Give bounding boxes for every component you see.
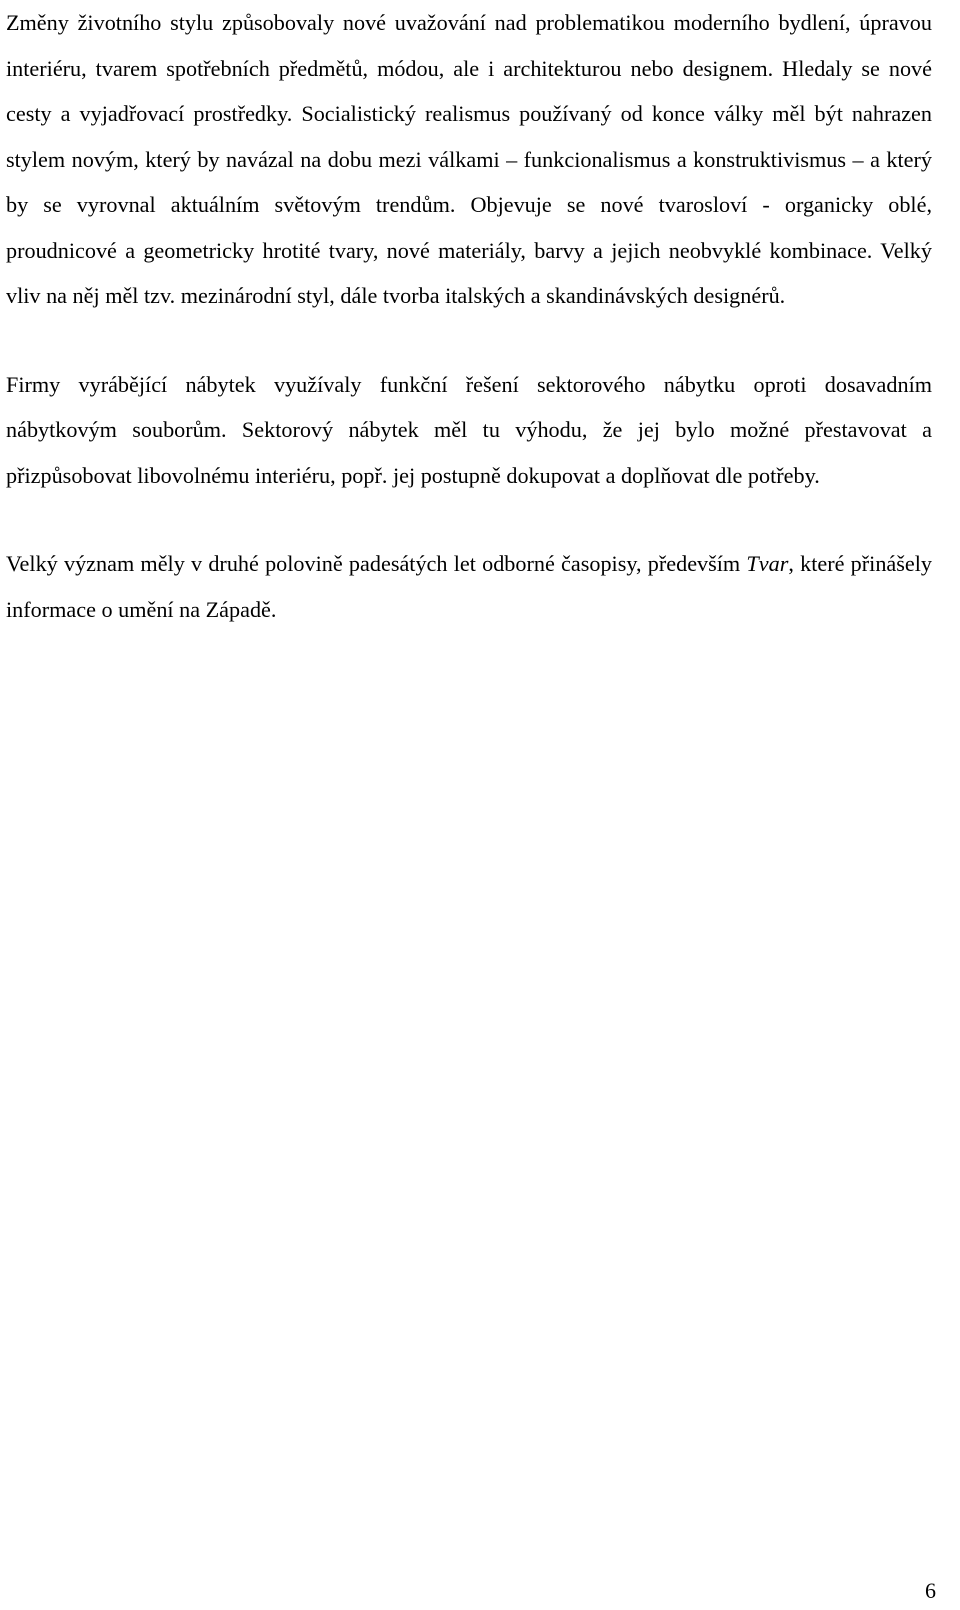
document-page [6,0,932,632]
paragraph-sectional-furniture: Firmy vyrábějící nábytek využívaly funkční řešení sektorového nábytku oproti dosavadním nábytkovým souborům. Sektorový nábytek měl tu výhodu, že jej bylo možné přestavovat a přizpůsobovat libovolnému interiéru, popř. jej postupně dokupovat a doplňovat dle potřeby. [6,371,932,488]
paragraph-magazines [6,541,932,632]
paragraph-magazines-text-before: Velký význam měly v druhé polovině padesátých let odborné časopisy, především [6,551,747,576]
page-number: 6 [925,1578,936,1603]
paragraph-magazines-text-after: , které přinášely informace o umění na Západě. [6,551,932,622]
paragraph-lifestyle-changes: Změny životního stylu způsobovaly nové uvažování nad problematikou moderního bydlení, úpravou interiéru, tvarem spotřebních předmětů, módou, ale i architekturou nebo designem. Hledaly se nové cesty a vyjadřovací prostředky. Socialistický realismus používaný od konce války měl být nahrazen stylem novým, který by navázal na dobu mezi válkami – funkcionalismus a konstruktivismus – a který by se vyrovnal aktuálním světovým trendům. Objevuje se nové tvarosloví - organicky oblé, proudnicové a geometricky hrotité tvary, nové materiály, barvy a jejich neobvyklé kombinace. Velký vliv na něj měl tzv. mezinárodní styl, dále tvorba italských a skandinávských designérů. [6,10,932,308]
magazine-title-tvar: Tvar [746,551,789,576]
